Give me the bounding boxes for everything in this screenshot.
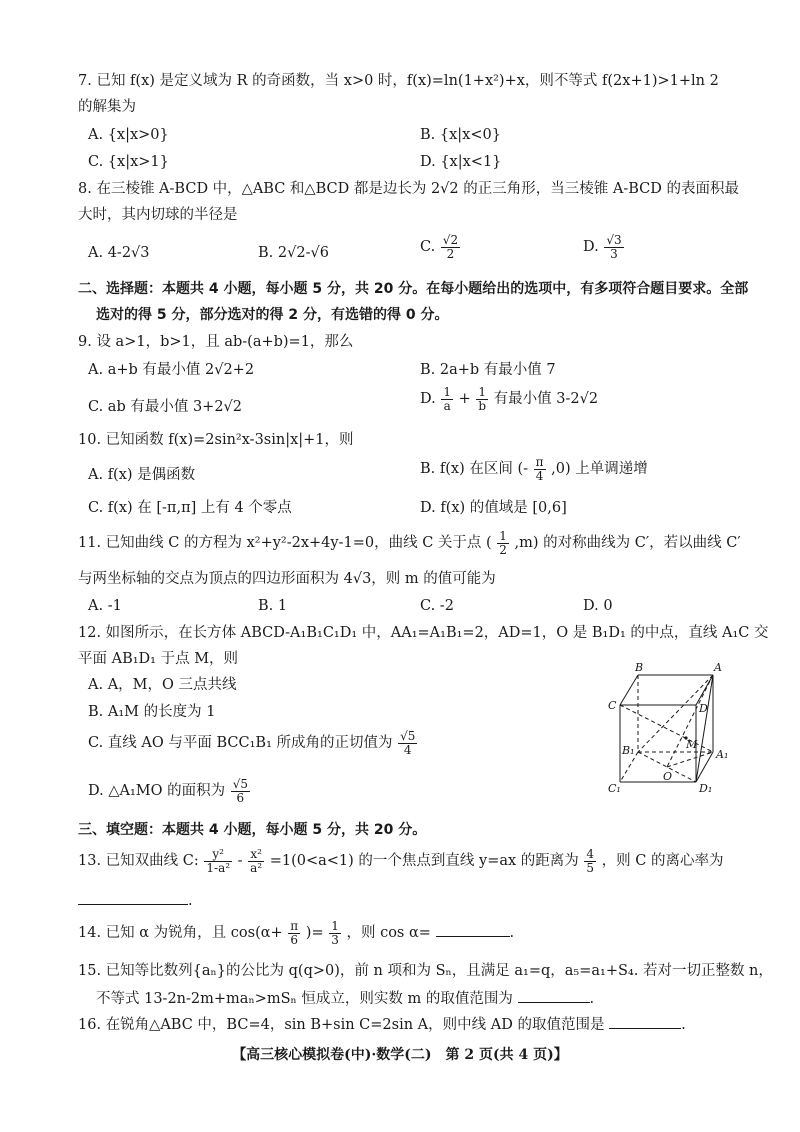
q9-d-f1-denominator: a (443, 398, 451, 413)
label-o: O (663, 770, 673, 783)
q12-c-numerator: √5 (400, 729, 416, 743)
q12-stem-line1: 12. 如图所示，在长方体 ABCD-A₁B₁C₁D₁ 中，AA₁=A₁B₁=2，AD=1，O 是 B₁D₁ 的中点，直线 A₁C 交 (78, 625, 769, 641)
q12-option-d (88, 778, 251, 804)
q11-stem-prefix: 11. 已知曲线 C 的方程为 x²+y²-2x+4y-1=0，曲线 C 关于点 ( (78, 535, 492, 552)
section3-heading: 三、填空题：本题共 4 小题，每小题 5 分，共 20 分。 (78, 822, 427, 838)
q15-end: . (589, 991, 595, 1007)
q7-stem-line1: 7. 已知 f(x) 是定义域为 R 的奇函数，当 x>0 时，f(x)=ln(1+x²)+x，则不等式 f(2x+1)>1+ln 2 (78, 73, 719, 89)
q9-d-plus: + (458, 391, 471, 408)
edge-AD1 (696, 675, 713, 782)
q14-answer-blank[interactable] (436, 922, 510, 937)
label-c: C (608, 699, 617, 712)
q7-option-b: B. {x|x<0} (420, 127, 501, 143)
q11-stem-line2: 与两坐标轴的交点为顶点的四边形面积为 4√3，则 m 的值可能为 (78, 571, 496, 587)
q9-option-a: A. a+b 有最小值 2√2+2 (88, 362, 255, 378)
q13-end: . (188, 893, 193, 909)
q11-stem-line1 (78, 530, 741, 556)
q16-text: 16. 在锐角△ABC 中，BC=4，sin B+sin C=2sin A，则中线 AD 的取值范围是 (78, 1017, 605, 1033)
q11-fraction (497, 530, 509, 556)
label-d1: D₁ (699, 782, 713, 795)
q12-cuboid-figure (608, 660, 758, 800)
q10-option-b-suffix: ,0) 上单调递增 (551, 461, 648, 478)
q15-stem-line1: 15. 已知等比数列{aₙ}的公比为 q(q>0)，前 n 项和为 Sₙ，且满足 a₁=q，a₅=a₁+S₄. 若对一切正整数 n， (78, 963, 773, 979)
q10-b-numerator: π (535, 455, 544, 469)
q12-option-c-prefix: C. 直线 AO 与平面 BCC₁B₁ 所成角的正切值为 (88, 735, 393, 752)
section2-heading: 二、选择题：本题共 4 小题，每小题 5 分，共 20 分。在每小题给出的选项中，有多项符合题目要求。全部 (78, 281, 749, 297)
q7-stem-line2: 的解集为 (78, 99, 136, 115)
q9-d-f2-numerator: 1 (476, 386, 488, 400)
q13-f1-denominator: 1-a² (206, 860, 231, 875)
label-b: B (635, 661, 644, 674)
q8-option-b: B. 2√2-√6 (258, 245, 329, 261)
q13-fraction2 (248, 848, 264, 874)
q7-option-a: A. {x|x>0} (88, 127, 169, 143)
label-m: M (686, 738, 698, 751)
q15-stem-line2 (96, 988, 594, 1009)
q8-d-numerator: √3 (606, 233, 622, 247)
q14-f2-numerator: 1 (331, 919, 339, 933)
q13-f3-denominator: 5 (586, 860, 595, 875)
q11-denominator: 2 (499, 542, 507, 557)
q7-option-c: C. {x|x>1} (88, 154, 169, 170)
q8-option-d-fraction (604, 234, 623, 260)
q12-c-denominator: 4 (403, 742, 412, 757)
q14-stem (78, 920, 514, 946)
label-c1: C₁ (608, 782, 621, 795)
q13-answer-line (78, 890, 193, 911)
q9-option-c: C. ab 有最小值 3+2√2 (88, 399, 243, 415)
q11-numerator: 1 (499, 529, 507, 543)
q14-suffix: ，则 cos α= (346, 925, 431, 942)
q13-fraction1 (204, 848, 232, 874)
q13-prefix: 13. 已知双曲线 C: (78, 853, 199, 870)
q8-option-d (583, 234, 625, 260)
q13-middle: =1(0<a<1) 的一个焦点到直线 y=ax 的距离为 (269, 853, 579, 870)
page-footer: 【高三核心模拟卷(中)·数学(二) 第 2 页(共 4 页)】 (232, 1047, 568, 1063)
q11-option-c: C. -2 (420, 598, 454, 614)
q14-fraction2 (329, 920, 341, 946)
q14-f2-denominator: 3 (331, 932, 339, 947)
q13-stem (78, 848, 723, 874)
q8-option-d-prefix: D. (583, 239, 599, 256)
q8-option-c-fraction (441, 234, 460, 260)
q12-option-d-prefix: D. △A₁MO 的面积为 (88, 783, 226, 800)
q9-option-d-prefix: D. (420, 391, 436, 408)
q10-b-fraction (534, 456, 546, 482)
q15-answer-blank[interactable] (518, 988, 590, 1003)
q8-c-numerator: √2 (442, 233, 459, 247)
q11-option-a: A. -1 (88, 598, 122, 614)
q8-option-a: A. 4-2√3 (88, 245, 150, 261)
q8-c-denominator: 2 (446, 246, 455, 261)
q11-option-d: D. 0 (583, 598, 613, 614)
q10-option-c: C. f(x) 在 [-π,π] 上有 4 个零点 (88, 500, 292, 516)
q15-line2-text: 不等式 13-2n-2m+maₙ>mSₙ 恒成立，则实数 m 的取值范围为 (96, 991, 513, 1007)
label-a: A (714, 661, 722, 674)
q7-option-d: D. {x|x<1} (420, 154, 502, 170)
q11-stem-suffix: ,m) 的对称曲线为 C′，若以曲线 C′ (514, 535, 741, 552)
q12-option-b: B. A₁M 的长度为 1 (88, 704, 216, 720)
q10-option-b-prefix: B. f(x) 在区间 (- (420, 461, 529, 478)
q14-fraction1 (288, 920, 300, 946)
q8-stem-line1: 8. 在三棱锥 A-BCD 中，△ABC 和△BCD 都是边长为 2√2 的正三角形，当三棱锥 A-BCD 的表面积最 (78, 181, 739, 197)
q10-b-denominator: 4 (535, 468, 544, 483)
q9-option-b: B. 2a+b 有最小值 7 (420, 362, 556, 378)
q8-d-denominator: 3 (610, 246, 618, 261)
q13-f2-denominator: a² (250, 860, 263, 875)
q13-suffix: ，则 C 的离心率为 (601, 853, 724, 870)
q13-f1-numerator: y² (204, 848, 232, 862)
edge-BC (620, 675, 638, 705)
q9-option-d-suffix: 有最小值 3-2√2 (493, 391, 599, 408)
label-d: D (699, 702, 708, 715)
q9-d-f2-denominator: b (478, 398, 487, 413)
q14-middle: )= (305, 925, 324, 942)
q9-d-f1-numerator: 1 (443, 385, 451, 399)
q13-f3-numerator: 4 (586, 847, 595, 861)
q10-option-b (420, 456, 648, 482)
q12-stem-line2: 平面 AB₁D₁ 于点 M，则 (78, 651, 239, 667)
q12-d-fraction (231, 778, 250, 804)
section2-heading-line2: 选对的得 5 分，部分选对的得 2 分，有选错的得 0 分。 (96, 307, 449, 323)
q8-stem-line2: 大时，其内切球的半径是 (78, 207, 238, 223)
label-b1: B₁ (622, 744, 635, 757)
q14-f1-denominator: 6 (290, 932, 299, 947)
q16-answer-blank[interactable] (609, 1014, 681, 1029)
q12-d-denominator: 6 (236, 790, 245, 805)
q12-option-a: A. A，M，O 三点共线 (88, 677, 237, 693)
q13-fraction3 (584, 848, 596, 874)
q13-minus: - (237, 853, 243, 870)
q12-d-numerator: √5 (232, 777, 248, 791)
q8-option-c-prefix: C. (420, 239, 436, 256)
q16-stem (78, 1014, 686, 1035)
q16-end: . (681, 1017, 686, 1033)
q10-stem: 10. 已知函数 f(x)=2sin²x-3sin|x|+1，则 (78, 432, 354, 448)
q14-end: . (509, 925, 515, 942)
q8-option-c (420, 234, 461, 260)
label-a1: A₁ (716, 748, 729, 761)
q9-d-fraction1 (441, 386, 453, 412)
q9-d-fraction2 (476, 386, 488, 412)
q10-option-a: A. f(x) 是偶函数 (88, 467, 196, 483)
q13-answer-blank[interactable] (78, 890, 188, 905)
q9-stem: 9. 设 a>1，b>1，且 ab-(a+b)=1，那么 (78, 334, 354, 350)
q13-f2-numerator: x² (248, 848, 264, 862)
q10-option-d: D. f(x) 的值域是 [0,6] (420, 500, 567, 516)
q9-option-d (420, 386, 598, 412)
q12-option-c (88, 730, 418, 756)
q11-option-b: B. 1 (258, 598, 288, 614)
q14-prefix: 14. 已知 α 为锐角，且 cos(α+ (78, 925, 283, 942)
q14-f1-numerator: π (290, 919, 299, 933)
q12-c-fraction (398, 730, 417, 756)
